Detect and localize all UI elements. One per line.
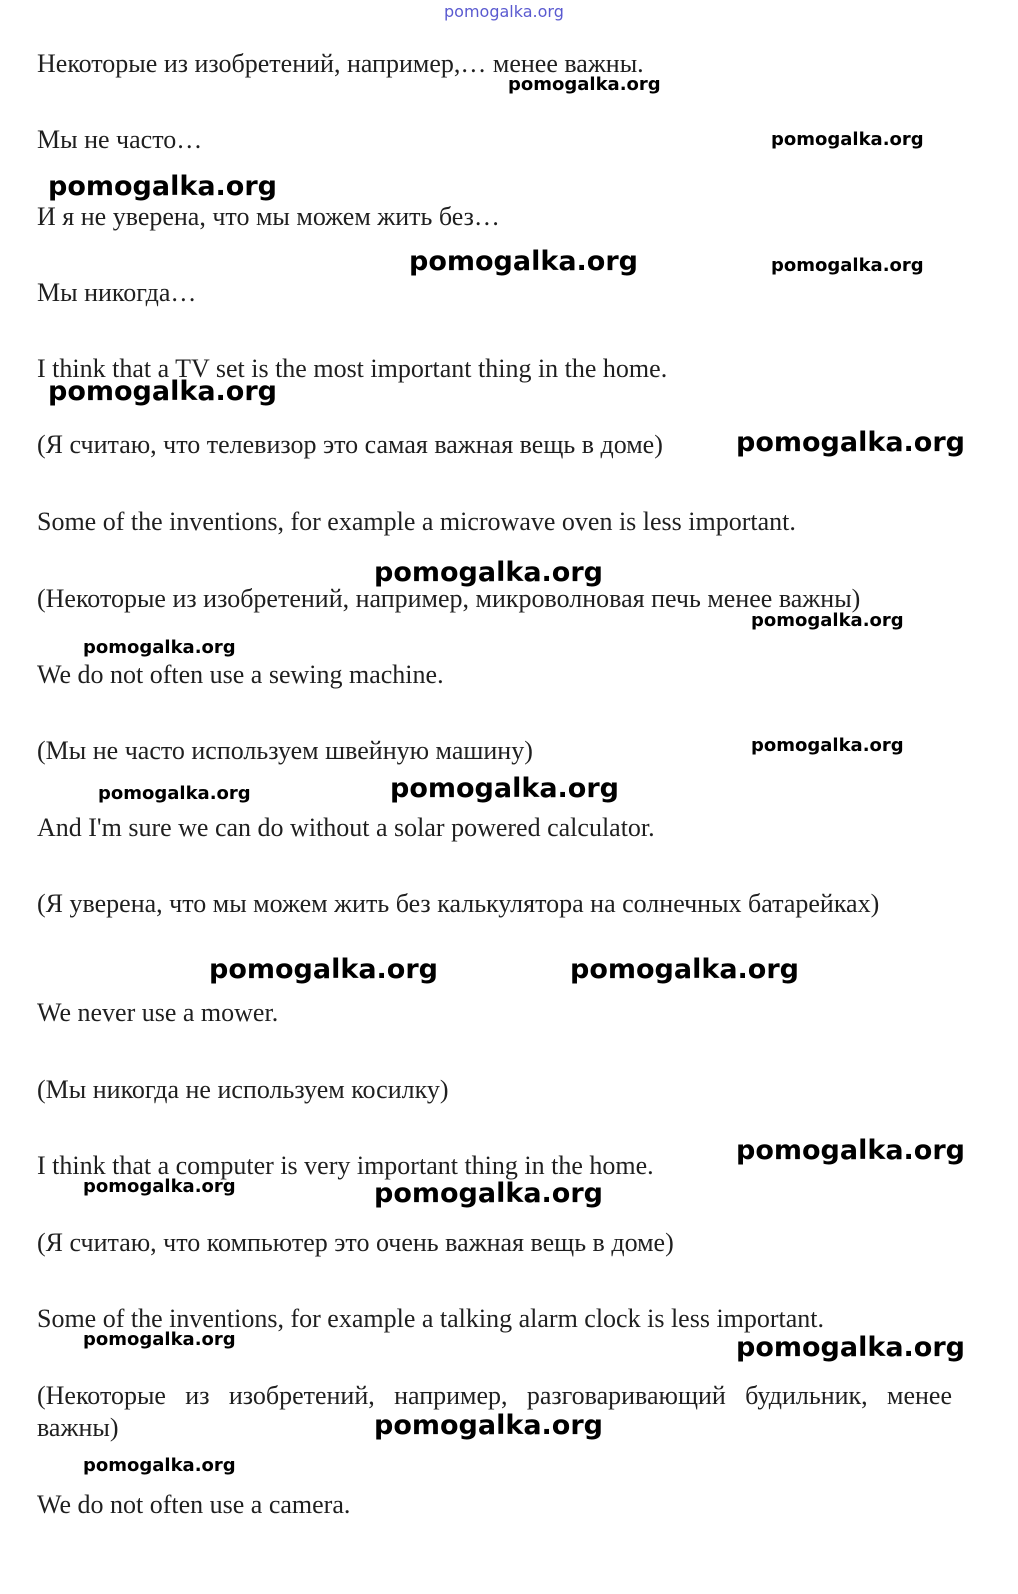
watermark: pomogalka.org	[508, 74, 661, 95]
watermark: pomogalka.org	[409, 246, 638, 277]
watermark: pomogalka.org	[83, 1329, 236, 1350]
text-line: (Некоторые из изобретений, например, микроволновая печь менее важны)	[37, 584, 861, 613]
watermark: pomogalka.org	[751, 610, 904, 631]
text-line: Some of the inventions, for example a talking alarm clock is less important.	[37, 1304, 825, 1333]
watermark: pomogalka.org	[771, 129, 924, 150]
text-line: We do not often use a camera.	[37, 1490, 351, 1519]
watermark: pomogalka.org	[83, 637, 236, 658]
watermark: pomogalka.org	[83, 1455, 236, 1476]
watermark: pomogalka.org	[751, 735, 904, 756]
watermark: pomogalka.org	[83, 1176, 236, 1197]
text-line: И я не уверена, что мы можем жить без…	[37, 202, 500, 231]
text-paragraph: (Некоторые из изобретений, например, разговаривающий будильник, менее важны)	[37, 1381, 952, 1442]
watermark: pomogalka.org	[374, 1178, 603, 1209]
header-watermark: pomogalka.org	[444, 2, 564, 21]
text-line: I think that a TV set is the most important thing in the home.	[37, 354, 668, 383]
text-line: (Я считаю, что телевизор это самая важная вещь в доме)	[37, 430, 663, 459]
text-line: (Я считаю, что компьютер это очень важная вещь в доме)	[37, 1228, 674, 1257]
watermark: pomogalka.org	[570, 954, 799, 985]
watermark: pomogalka.org	[48, 171, 277, 202]
text-line: Мы никогда…	[37, 278, 197, 307]
text-line: We do not often use a sewing machine.	[37, 660, 444, 689]
watermark: pomogalka.org	[209, 954, 438, 985]
watermark: pomogalka.org	[736, 427, 965, 458]
watermark: pomogalka.org	[390, 773, 619, 804]
text-line: (Мы не часто используем швейную машину)	[37, 736, 533, 765]
text-line: I think that a computer is very important thing in the home.	[37, 1151, 654, 1180]
text-line: And I'm sure we can do without a solar powered calculator.	[37, 813, 655, 842]
text-line: We never use a mower.	[37, 998, 279, 1027]
watermark: pomogalka.org	[374, 1410, 603, 1441]
watermark: pomogalka.org	[736, 1135, 965, 1166]
watermark: pomogalka.org	[771, 255, 924, 276]
text-line: Some of the inventions, for example a microwave oven is less important.	[37, 507, 796, 536]
watermark: pomogalka.org	[374, 557, 603, 588]
text-paragraph: (Я уверена, что мы можем жить без калькулятора на солнечных батарейках)	[37, 889, 880, 918]
watermark: pomogalka.org	[736, 1332, 965, 1363]
text-line: (Мы никогда не используем косилку)	[37, 1075, 449, 1104]
text-line: Некоторые из изобретений, например,… менее важны.	[37, 49, 644, 78]
text-line: Мы не часто…	[37, 125, 203, 154]
watermark: pomogalka.org	[98, 783, 251, 804]
watermark: pomogalka.org	[48, 376, 277, 407]
